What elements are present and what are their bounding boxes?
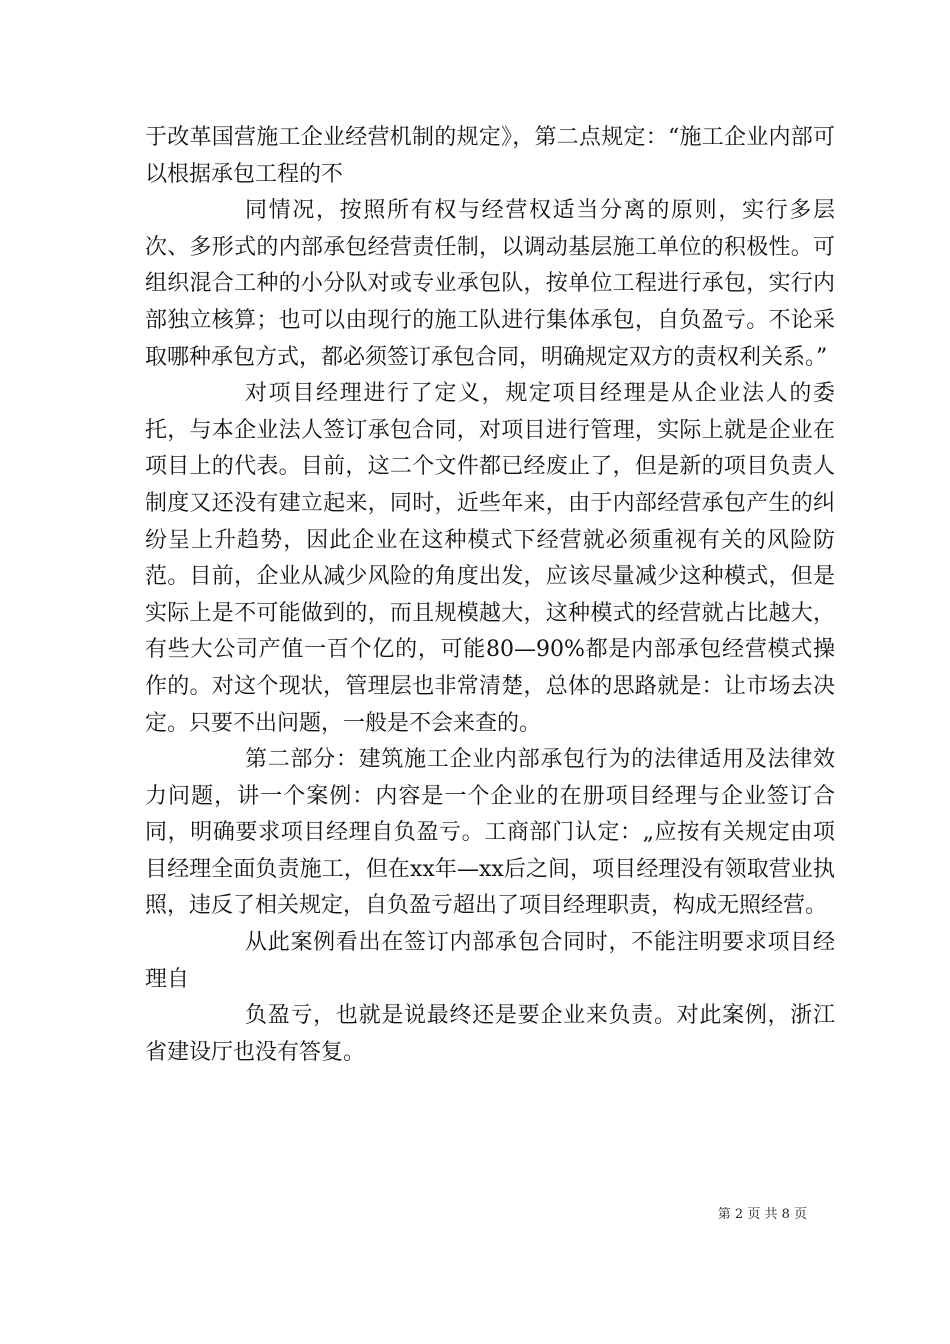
page-number-footer: 第 2 页 共 8 页: [717, 1207, 807, 1222]
paragraph-case-conclusion: 从此案例看出在签订内部承包合同时，不能注明要求项目经理自: [145, 930, 835, 992]
paragraph-contract-rules: 同情况，按照所有权与经营权适当分离的原则，实行多层次、多形式的内部承包经营责任制，以调动基层施工单位的积极性。可组织混合工种的小分队对或专业承包队，按单位工程进行承包，实行内部独立核算；也可以由现行的施工队进行集体承包，自负盈亏。不论采取哪种承包方式，都必须签订承包合同，明确规定双方的责权利关系。”: [145, 198, 835, 370]
paragraph-continuation: 于改革国营施工企业经营机制的规定》，第二点规定：“施工企业内部可以根据承包工程的不: [145, 125, 835, 187]
body-text: [145, 120, 835, 1071]
paragraph-part-two-case: 第二部分：建筑施工企业内部承包行为的法律适用及法律效力问题，讲一个案例：内容是一个企业的在册项目经理与企业签订合同，明确要求项目经理自负盈亏。工商部门认定：„应按有关规定由项目经理全面负责施工，但在xx年—xx后之间，项目经理没有领取营业执照，违反了相关规定，自负盈亏超出了项目经理职责，构成无照经营。: [145, 747, 835, 919]
paragraph-project-manager: 对项目经理进行了定义，规定项目经理是从企业法人的委托，与本企业法人签订承包合同，对项目进行管理，实际上就是企业在项目上的代表。目前，这二个文件都已经废止了，但是新的项目负责人制度又还没有建立起来，同时，近些年来，由于内部经营承包产生的纠纷呈上升趋势，因此企业在这种模式下经营就必须重视有关的风险防范。目前，企业从减少风险的角度出发，应该尽量减少这种模式，但是实际上是不可能做到的，而且规模越大，这种模式的经营就占比越大，有些大公司产值一百个亿的，可能80—90%都是内部承包经营模式操作的。对这个现状，管理层也非常清楚，总体的思路就是：让市场去决定。只要不出问题，一般是不会来查的。: [145, 381, 835, 736]
paragraph-closing: 负盈亏，也就是说最终还是要企业来负责。对此案例，浙江省建设厅也没有答复。: [145, 1003, 835, 1065]
